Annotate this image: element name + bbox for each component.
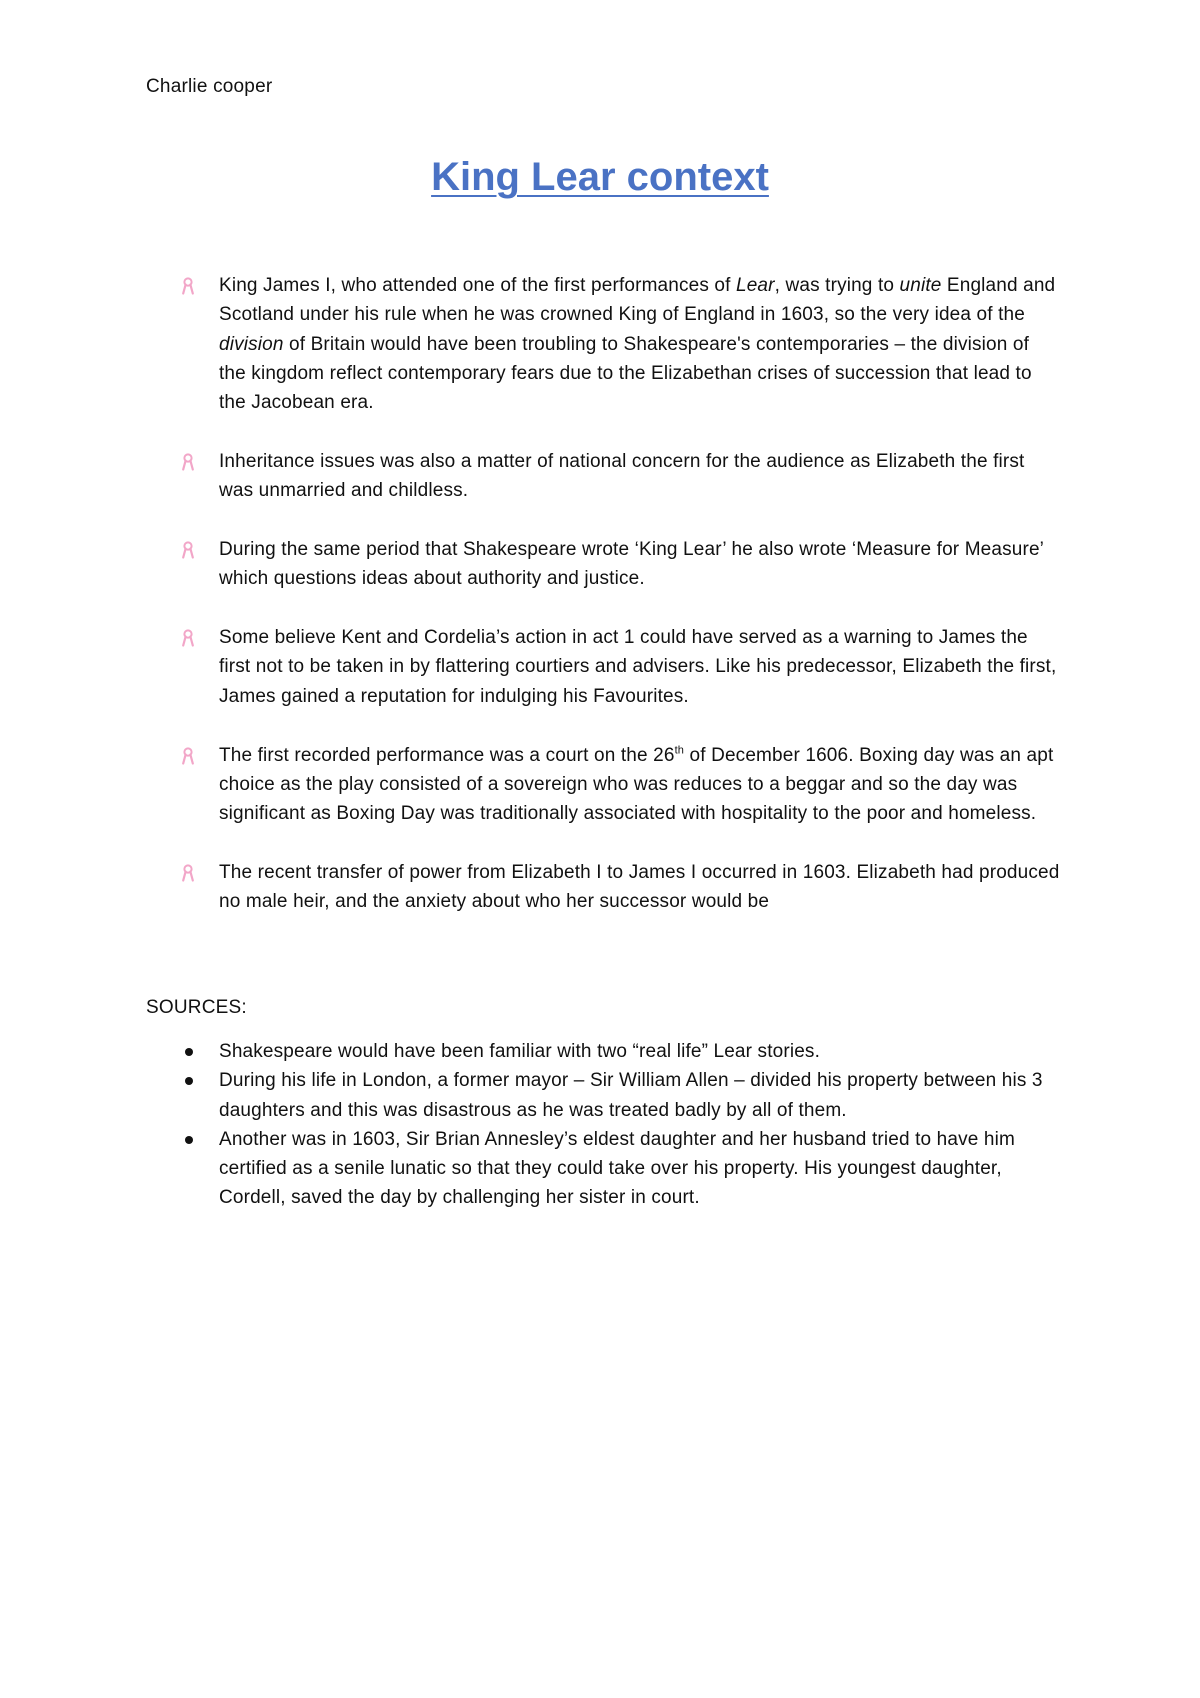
pink-ribbon-icon bbox=[181, 747, 195, 765]
page-title: King Lear context bbox=[431, 155, 769, 199]
context-point bbox=[181, 271, 1061, 417]
pink-ribbon-icon bbox=[181, 864, 195, 882]
text-segment: Inheritance issues was also a matter of national concern for the audience as Elizabeth the first was unmarried and childless. bbox=[219, 450, 1025, 502]
text-segment: of Britain would have been troubling to Shakespeare's contemporaries – the division of the kingdom reflect contemporary fears due to the Elizabethan crises of succession that lead to the Jacobean era. bbox=[219, 333, 1032, 414]
text-segment: Some believe Kent and Cordelia’s action in act 1 could have served as a warning to James the first not to be taken in by flattering courtiers and advisers. Like his predecessor, Elizabeth the first, James gained a reputation for indulging his Favourites. bbox=[219, 627, 1057, 707]
source-item bbox=[181, 1037, 1061, 1066]
text-segment: , was trying to bbox=[774, 275, 900, 296]
sources-bullet-list bbox=[181, 1037, 1061, 1213]
text-segment: During the same period that Shakespeare wrote ‘King Lear’ he also wrote ‘Measure for Measure’ which questions ideas about authority and justice. bbox=[219, 539, 1044, 590]
text-segment: of December 1606. Boxing day was an apt choice as the play consisted of a sovereign who was reduces to a beggar and so the day was significant as Boxing Day was traditionally associated with hospitality to the poor and homeless. bbox=[219, 744, 1054, 825]
context-point-text bbox=[219, 275, 1055, 413]
text-segment: The first recorded performance was a court on the 26 bbox=[219, 744, 675, 766]
author-name: Charlie cooper bbox=[146, 76, 273, 97]
italic-text: Lear bbox=[736, 275, 775, 296]
source-text: Another was in 1603, Sir Brian Annesley’s eldest daughter and her husband tried to have him certified as a senile lunatic so that they could take over his property. His youngest daughter, Cordell, saved the day by challenging her sister in court. bbox=[219, 1128, 1015, 1209]
context-point-text bbox=[219, 451, 1024, 501]
bullet-dot-icon bbox=[185, 1048, 193, 1056]
context-bullet-list bbox=[181, 271, 1061, 917]
source-item bbox=[181, 1066, 1061, 1125]
bullet-dot-icon bbox=[185, 1136, 193, 1144]
pink-ribbon-icon bbox=[181, 277, 195, 295]
context-point bbox=[181, 535, 1061, 594]
text-segment: The recent transfer of power from Elizabeth I to James I occurred in 1603. Elizabeth had produced no male heir, and the anxiety about who her successor would be bbox=[219, 861, 1060, 913]
source-text: During his life in London, a former mayor – Sir William Allen – divided his property between his 3 daughters and this was disastrous as he was treated badly by all of them. bbox=[219, 1070, 1043, 1121]
text-segment: King James I, who attended one of the first performances of bbox=[219, 275, 736, 296]
sources-heading: SOURCES: bbox=[146, 997, 247, 1018]
context-point-text bbox=[219, 862, 1059, 912]
context-point bbox=[181, 858, 1061, 917]
pink-ribbon-icon bbox=[181, 453, 195, 471]
context-point-text bbox=[219, 627, 1056, 707]
context-point bbox=[181, 447, 1061, 506]
italic-text: division bbox=[219, 333, 284, 355]
source-item bbox=[181, 1125, 1061, 1213]
superscript-text: th bbox=[674, 744, 685, 757]
pink-ribbon-icon bbox=[181, 541, 195, 559]
context-point bbox=[181, 741, 1061, 829]
context-point bbox=[181, 623, 1061, 711]
source-text: Shakespeare would have been familiar with two “real life” Lear stories. bbox=[219, 1041, 820, 1062]
bullet-dot-icon bbox=[185, 1077, 193, 1085]
context-point-text bbox=[219, 745, 1053, 825]
context-point-text bbox=[219, 539, 1043, 589]
text-segment: England and Scotland under his rule when he was crowned King of England in 1603, so the very idea of the bbox=[219, 275, 1056, 326]
italic-text: unite bbox=[899, 275, 942, 296]
pink-ribbon-icon bbox=[181, 629, 195, 647]
